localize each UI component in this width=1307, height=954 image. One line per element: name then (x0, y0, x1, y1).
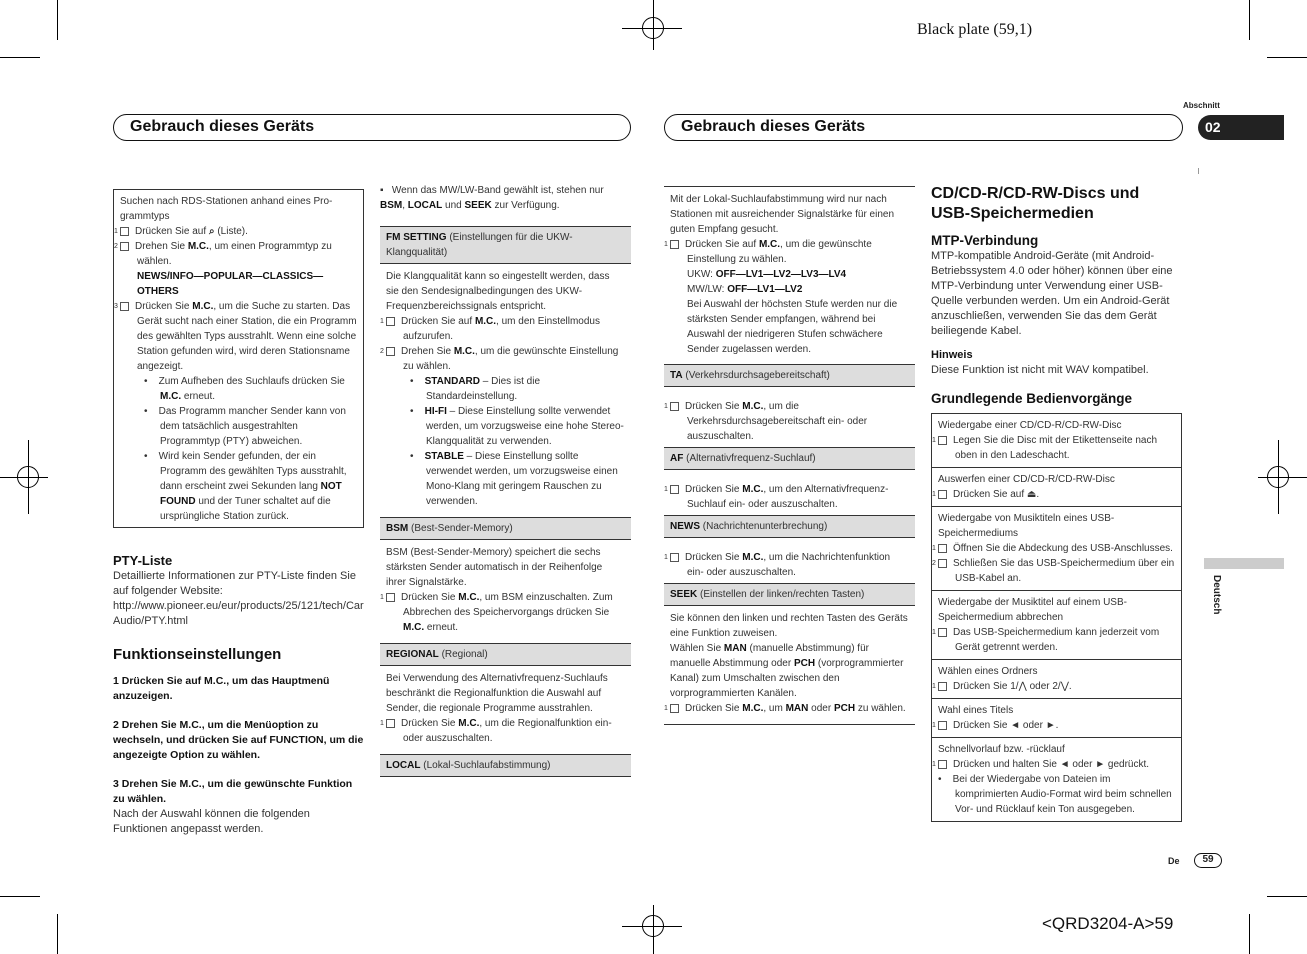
step-2 (380, 344, 625, 374)
table-row (932, 660, 1181, 699)
fm-setting-heading (380, 226, 631, 264)
text: LOCAL (386, 760, 421, 771)
text: Wählen Sie (670, 643, 722, 654)
text: und der Tuner schaltet auf die ursprüngliche Station zurück. (160, 496, 331, 522)
ukw-values (670, 267, 909, 282)
text: Drücken Sie auf ⏏. (953, 489, 1040, 500)
step-number: 1 (120, 227, 129, 236)
registration-line (1258, 477, 1307, 478)
step-1 (380, 314, 625, 344)
text: Drücken Sie (401, 592, 456, 603)
fm-setting-body (380, 264, 631, 511)
row-heading: Wiedergabe von Musiktiteln eines USB-Speichermediums (938, 513, 1115, 539)
crop-mark (0, 896, 40, 897)
text: grammtyps (120, 211, 170, 222)
news-body (664, 538, 915, 582)
step-1 (664, 482, 909, 512)
text: BSM (386, 523, 409, 534)
text: Drücken Sie (685, 401, 740, 412)
regional-body (380, 666, 631, 748)
table-row (932, 591, 1181, 660)
step-number: 1 (938, 436, 947, 445)
step-1 (932, 433, 1175, 463)
step-heading-2: 2 Drehen Sie M.C., um die Menüoption zu wechseln, und drücken Sie auf FUNCTION, um die angezeigte Option zu wählen. (113, 719, 364, 761)
step-number: 1 (386, 593, 395, 602)
function-settings-heading: Funktionseinstellungen (113, 646, 282, 663)
button-ref: M.C. (160, 391, 182, 402)
step-number: 1 (670, 553, 679, 562)
square-bullet-icon: ▪ (380, 185, 384, 196)
button-ref: M.C. (458, 718, 480, 729)
text: (Nachrichtenunterbrechung) (702, 521, 828, 532)
text: BSM (Best-Sender-Memory) speichert die sechs stärksten Sender automatisch in der Reihenfolge ihrer Signalstärke. (386, 547, 603, 588)
text: Zum Aufheben des Suchlaufs drücken Sie (158, 376, 345, 387)
operations-table (931, 413, 1182, 822)
text: – Diese Einstellung sollte verwendet werden, um vorzugsweise einen Mono-Klang mit geringem Rauschen zu verwenden. (426, 451, 618, 507)
text: Drücken Sie (685, 552, 740, 563)
document-code: <QRD3204-A>59 (1042, 914, 1174, 933)
step-1 (932, 487, 1175, 502)
table-row (932, 699, 1181, 738)
text: UKW: (687, 269, 713, 280)
bullet: • HI-FI – Diese Einstellung sollte verwendet werden, um vorzugsweise eine hohe Stereo-Klangqualität zu verwenden. (410, 406, 624, 447)
text: Bei Verwendung des Alternativfrequenz-Suchlaufs beschränkt die Regionalfunktion die Auswahl auf Sender, die regionale Programme ausstrahlen. (386, 673, 608, 714)
text: , um die Regionalfunktion ein- oder auszuschalten. (403, 718, 612, 744)
divider (1198, 168, 1199, 174)
text: Drücken und halten Sie ◄ oder ► gedrückt. (953, 759, 1150, 770)
text: Sie können den linken und rechten Tasten des Geräts eine Funktion zuweisen. (670, 613, 908, 639)
bsm-heading (380, 517, 631, 540)
section-label: Abschnitt (1183, 101, 1220, 110)
basic-operations-heading: Grundlegende Bedienvorgänge (931, 391, 1133, 406)
text: zu wählen. (857, 703, 906, 714)
text: (Best-Sender-Memory) (411, 523, 513, 534)
display-text: NOT FOUND (160, 481, 342, 507)
text: (Liste). (217, 226, 248, 237)
text: HI-FI (424, 406, 447, 417)
text: PCH (793, 658, 816, 669)
step-heading-1: 1 Drücken Sie auf M.C., um das Hauptmenü anzuzeigen. (113, 675, 330, 702)
button-ref: M.C. (474, 316, 497, 327)
options-text: NEWS/INFO—POPULAR—CLASSICS—OTHERS (137, 271, 324, 297)
row-heading: Wiedergabe einer CD/CD-R/CD-RW-Disc (938, 420, 1122, 431)
button-ref: M.C. (403, 622, 425, 633)
ta-body (664, 387, 915, 446)
mw-values (670, 282, 909, 297)
text: STANDARD (424, 376, 480, 387)
step-number: 1 (670, 704, 679, 713)
text: MAN (723, 643, 747, 654)
step-number: 1 (938, 721, 947, 730)
crop-mark (1249, 914, 1250, 954)
text: SEEK (670, 589, 698, 600)
news-heading (664, 515, 915, 538)
mtp-text: MTP-kompatible Android-Geräte (mit Android-Betriebssystem 4.0 oder höher) können über eine MTP-Verbindung unter Verwendung einer USB-Quelle verbunden werden. Um ein Android-Gerät anzuschließen, verwenden Sie das dem Gerät beiliegende Kabel. (931, 250, 1173, 337)
bullet: • Das Programm mancher Sender kann von dem tatsächlich ausgestrahlten Programmtyp (PTY) abweichen. (144, 406, 346, 447)
crop-mark (57, 914, 58, 954)
text: , um BSM einzuschalten. Zum Abbrechen des Speichervorgangs drücken Sie (403, 592, 613, 618)
step-1 (380, 590, 625, 635)
crop-mark (57, 0, 58, 40)
button-ref: M.C. (453, 346, 475, 357)
step-1 (114, 224, 357, 239)
step-2 (114, 239, 357, 269)
button-ref: M.C. (742, 484, 764, 495)
text: Drücken Sie auf (685, 239, 757, 250)
pty-list-text: Detaillierte Informationen zur PTY-Liste finden Sie auf folgender Website: (113, 570, 356, 597)
column-2 (380, 183, 631, 777)
step-1 (932, 757, 1175, 772)
button-ref: M.C. (758, 239, 781, 250)
language-label: Deutsch (1211, 575, 1222, 615)
step-number: 1 (938, 628, 947, 637)
text: Drehen Sie (135, 241, 186, 252)
registration-line (622, 28, 682, 29)
text: LOCAL (407, 200, 443, 211)
step-1 (664, 237, 909, 267)
text: Drücken Sie (135, 301, 190, 312)
step-number: 1 (938, 490, 947, 499)
step-1 (664, 550, 909, 580)
text: Drücken Sie 1/⋀ oder 2/⋁. (953, 681, 1072, 692)
bullet: • Zum Aufheben des Suchlaufs drücken Sie M.C. erneut. (144, 376, 345, 402)
text: Mit der Lokal-Suchlaufabstimmung wird nur nach Stationen mit ausreichender Signalstärke für einen guten Empfang gesucht. (670, 194, 895, 235)
crop-mark (1267, 57, 1307, 58)
step-heading-3: 3 Drehen Sie M.C., um die gewünschte Funktion zu wählen. (113, 778, 353, 805)
text: Drücken Sie ◄ oder ►. (953, 720, 1059, 731)
text: Drücken Sie auf (135, 226, 207, 237)
row-heading: Auswerfen einer CD/CD-R/CD-RW-Disc (938, 474, 1115, 485)
text: MAN (785, 703, 809, 714)
mtp-heading: MTP-Verbindung (931, 233, 1039, 248)
header-left: Gebrauch dieses Geräts (113, 114, 631, 141)
button-ref: M.C. (458, 592, 480, 603)
text: , um die Nachrichtenfunktion ein- oder auszuschalten. (687, 552, 891, 578)
step-1 (932, 541, 1175, 556)
crop-mark (1249, 0, 1250, 40)
registration-line (653, 905, 654, 954)
row-heading: Wählen eines Ordners (938, 666, 1038, 677)
step-number: 2 (120, 242, 129, 251)
step-3 (114, 299, 357, 374)
step-1 (932, 625, 1175, 655)
step-1 (664, 399, 909, 444)
step-1 (932, 679, 1175, 694)
column-3 (664, 186, 915, 725)
text: erneut. (183, 391, 216, 402)
text: , um die gewünschte Einstellung zu wählen. (403, 346, 619, 372)
section-number: 02 (1198, 115, 1284, 140)
bullet: • Wird kein Sender gefunden, der ein Programm des gewählten Typs ausstrahlt, dann erscheint zwei Sekunden lang NOT FOUND und der Tuner schaltet auf die ursprüngliche Station zurück. (144, 451, 347, 522)
column-1 (113, 189, 364, 837)
step-number: 1 (938, 544, 947, 553)
af-heading (664, 447, 915, 470)
plate-label: Black plate (59,1) (917, 21, 1033, 38)
step-3-text: Nach der Auswahl können die folgenden Funktionen angepasst werden. (113, 808, 310, 835)
text: (Einstellungen für die UKW-Klangqualität) (386, 232, 573, 258)
text: (Verkehrsdurchsagebereitschaft) (685, 370, 830, 381)
button-ref: M.C. (742, 703, 764, 714)
page-language: De (1168, 856, 1180, 866)
text: OFF—LV1—LV2—LV3—LV4 (715, 269, 847, 280)
step-1 (664, 701, 909, 716)
text: REGIONAL (386, 649, 439, 660)
text: Das Programm mancher Sender kann von dem tatsächlich ausgestrahlten Programmtyp (PTY) abweichen. (158, 406, 346, 447)
bullet: • Bei der Wiedergabe von Dateien im komprimierten Audio-Format wird beim schnellen Vor- und Rücklauf kein Ton ausgegeben. (938, 774, 1172, 815)
row-heading: Wiedergabe der Musiktitel auf einem USB-Speichermedium abbrechen (938, 597, 1127, 623)
step-2 (932, 556, 1175, 586)
text: zur Verfügung. (494, 200, 560, 211)
text: Drücken Sie (401, 718, 456, 729)
step-1 (932, 718, 1175, 733)
table-row (932, 414, 1181, 468)
registration-line (1278, 440, 1279, 514)
text: Öffnen Sie die Abdeckung des USB-Anschlusses. (953, 543, 1173, 554)
text: (Einstellen der linken/rechten Tasten) (700, 589, 865, 600)
text: oder (811, 703, 832, 714)
bullet: • STABLE – Diese Einstellung sollte verwendet werden, um vorzugsweise einen Mono-Klang mit geringem Rauschen zu verwenden. (410, 451, 618, 507)
text: Wenn das MW/LW-Band gewählt ist, stehen nur (391, 185, 604, 196)
step-number: 2 (386, 347, 395, 356)
table-row (932, 507, 1181, 591)
button-ref: M.C. (742, 552, 764, 563)
rds-pty-box (113, 189, 364, 528)
registration-line (653, 0, 654, 50)
row-heading: Wahl eines Titels (938, 705, 1014, 716)
column-4 (931, 184, 1182, 822)
text: Die Klangqualität kann so eingestellt werden, dass sie den Sendesignalbedingungen des UKW-Frequenzbereichssignals entspricht. (386, 271, 610, 312)
note: ▪ Wenn das MW/LW-Band gewählt ist, stehen nur BSM, LOCAL und SEEK zur Verfügung. (380, 185, 604, 211)
step-number: 1 (670, 485, 679, 494)
seek-heading (664, 583, 915, 606)
hinweis-text: Diese Funktion ist nicht mit WAV kompatibel. (931, 364, 1149, 376)
language-tab (1204, 558, 1284, 569)
button-ref: M.C. (742, 401, 764, 412)
text: NEWS (670, 521, 700, 532)
registration-line (622, 926, 682, 927)
header-right: Gebrauch dieses Geräts (664, 114, 1183, 141)
text: Bei der Wiedergabe von Dateien im komprimierten Audio-Format wird beim schnellen Vor- und Rücklauf kein Ton ausgegeben. (952, 774, 1172, 815)
bullet: • STANDARD – Dies ist die Standardeinstellung. (410, 376, 541, 402)
text: TA (670, 370, 683, 381)
text: Das USB-Speichermedium kann jederzeit vom Gerät getrennt werden. (953, 627, 1160, 653)
text: , um den Einstellmodus aufzurufen. (403, 316, 600, 342)
text: Schließen Sie das USB-Speichermedium über ein USB-Kabel an. (953, 558, 1175, 584)
text: MW/LW: (687, 284, 725, 295)
table-row (932, 468, 1181, 507)
text: Drücken Sie (685, 703, 740, 714)
step-number: 1 (386, 719, 395, 728)
local-body (664, 186, 915, 360)
text: (Regional) (441, 649, 488, 660)
text: Suchen nach RDS-Stationen anhand eines Pro- (120, 196, 333, 207)
text: erneut. (426, 622, 459, 633)
step-number: 1 (938, 760, 947, 769)
text: FM SETTING (386, 232, 447, 243)
seek-text-2 (670, 641, 909, 701)
search-icon: ⌕ (208, 226, 215, 237)
text: , um den Alternativfrequenz-Suchlauf ein- oder auszuschalten. (687, 484, 889, 510)
text: (Alternativfrequenz-Suchlauf) (686, 453, 816, 464)
text: Legen Sie die Disc mit der Etikettenseite nach oben in den Ladeschacht. (953, 435, 1157, 461)
af-body (664, 470, 915, 514)
pty-list-url[interactable]: http://www.pioneer.eu/eur/products/25/121/tech/CarAudio/PTY.html (113, 600, 364, 627)
pty-list-heading: PTY-Liste (113, 553, 173, 568)
text: Drehen Sie (401, 346, 452, 357)
step-number: 2 (938, 559, 947, 568)
ta-heading (664, 364, 915, 387)
text: PCH (833, 703, 856, 714)
text: Bei Auswahl der höchsten Stufe werden nur die stärksten Sender empfangen, während bei Auswahl der niedrigeren Stufen schwächere Sender zugelassen werden. (687, 299, 898, 355)
crop-mark (1267, 896, 1307, 897)
text: Drücken Sie auf (401, 316, 473, 327)
step-number: 1 (386, 317, 395, 326)
text: BSM (380, 200, 403, 211)
text: Wird kein Sender gefunden, der ein Programm des gewählten Typs ausstrahlt, dann erscheint zwei Sekunden lang (158, 451, 347, 492)
step-number: 1 (670, 402, 679, 411)
step-1 (380, 716, 625, 746)
text: SEEK (464, 200, 492, 211)
row-heading: Schnellvorlauf bzw. -rücklauf (938, 744, 1065, 755)
text: – Diese Einstellung sollte verwendet werden, um vorzugsweise eine hohe Stereo-Klangqualität zu verwenden. (426, 406, 624, 447)
step-number: 1 (938, 682, 947, 691)
text: – Dies ist die Standardeinstellung. (426, 376, 541, 402)
text: (Lokal-Suchlaufabstimmung) (423, 760, 551, 771)
local-heading (380, 754, 631, 777)
registration-line (28, 440, 29, 514)
text: , um die Suche zu starten. Das Gerät sucht nach einer Station, die ein Programm des gewählten Typs ausstrahlt. Wenn eine solche Station gefunden wird, wird deren Stationsname angezeigt. (137, 301, 357, 372)
seek-body (664, 606, 915, 725)
text: Drücken Sie (685, 484, 740, 495)
text: , um (763, 703, 783, 714)
hinweis-label: Hinweis (931, 349, 973, 361)
cd-usb-heading: CD/CD-R/CD-RW-Discs und USB-Speichermedien (931, 185, 1140, 222)
step-number: 3 (120, 302, 129, 311)
text: AF (670, 453, 684, 464)
text: , um die Verkehrsdurchsagebereitschaft ein- oder auszuschalten. (687, 401, 868, 442)
text: , um einen Programmtyp zu wählen. (137, 241, 332, 267)
text: (manuelle Abstimmung) für manuelle Abstimmung oder (670, 643, 869, 669)
crop-mark (0, 57, 40, 58)
box-intro (120, 194, 357, 224)
text: (vorprogrammierter Kanal) zum Umschalten zwischen den vorprogrammierten Kanälen. (670, 658, 904, 699)
text: STABLE (424, 451, 464, 462)
button-ref: M.C. (192, 301, 214, 312)
table-row (932, 738, 1181, 821)
bsm-body (380, 540, 631, 637)
text: , um die gewünschte Einstellung zu wählen. (687, 239, 872, 265)
step-number: 1 (670, 240, 679, 249)
regional-heading (380, 643, 631, 666)
page-number: 59 (1194, 853, 1222, 868)
button-ref: M.C. (187, 241, 209, 252)
registration-line (0, 477, 48, 478)
text: OFF—LV1—LV2 (727, 284, 803, 295)
pty-options (120, 269, 357, 299)
